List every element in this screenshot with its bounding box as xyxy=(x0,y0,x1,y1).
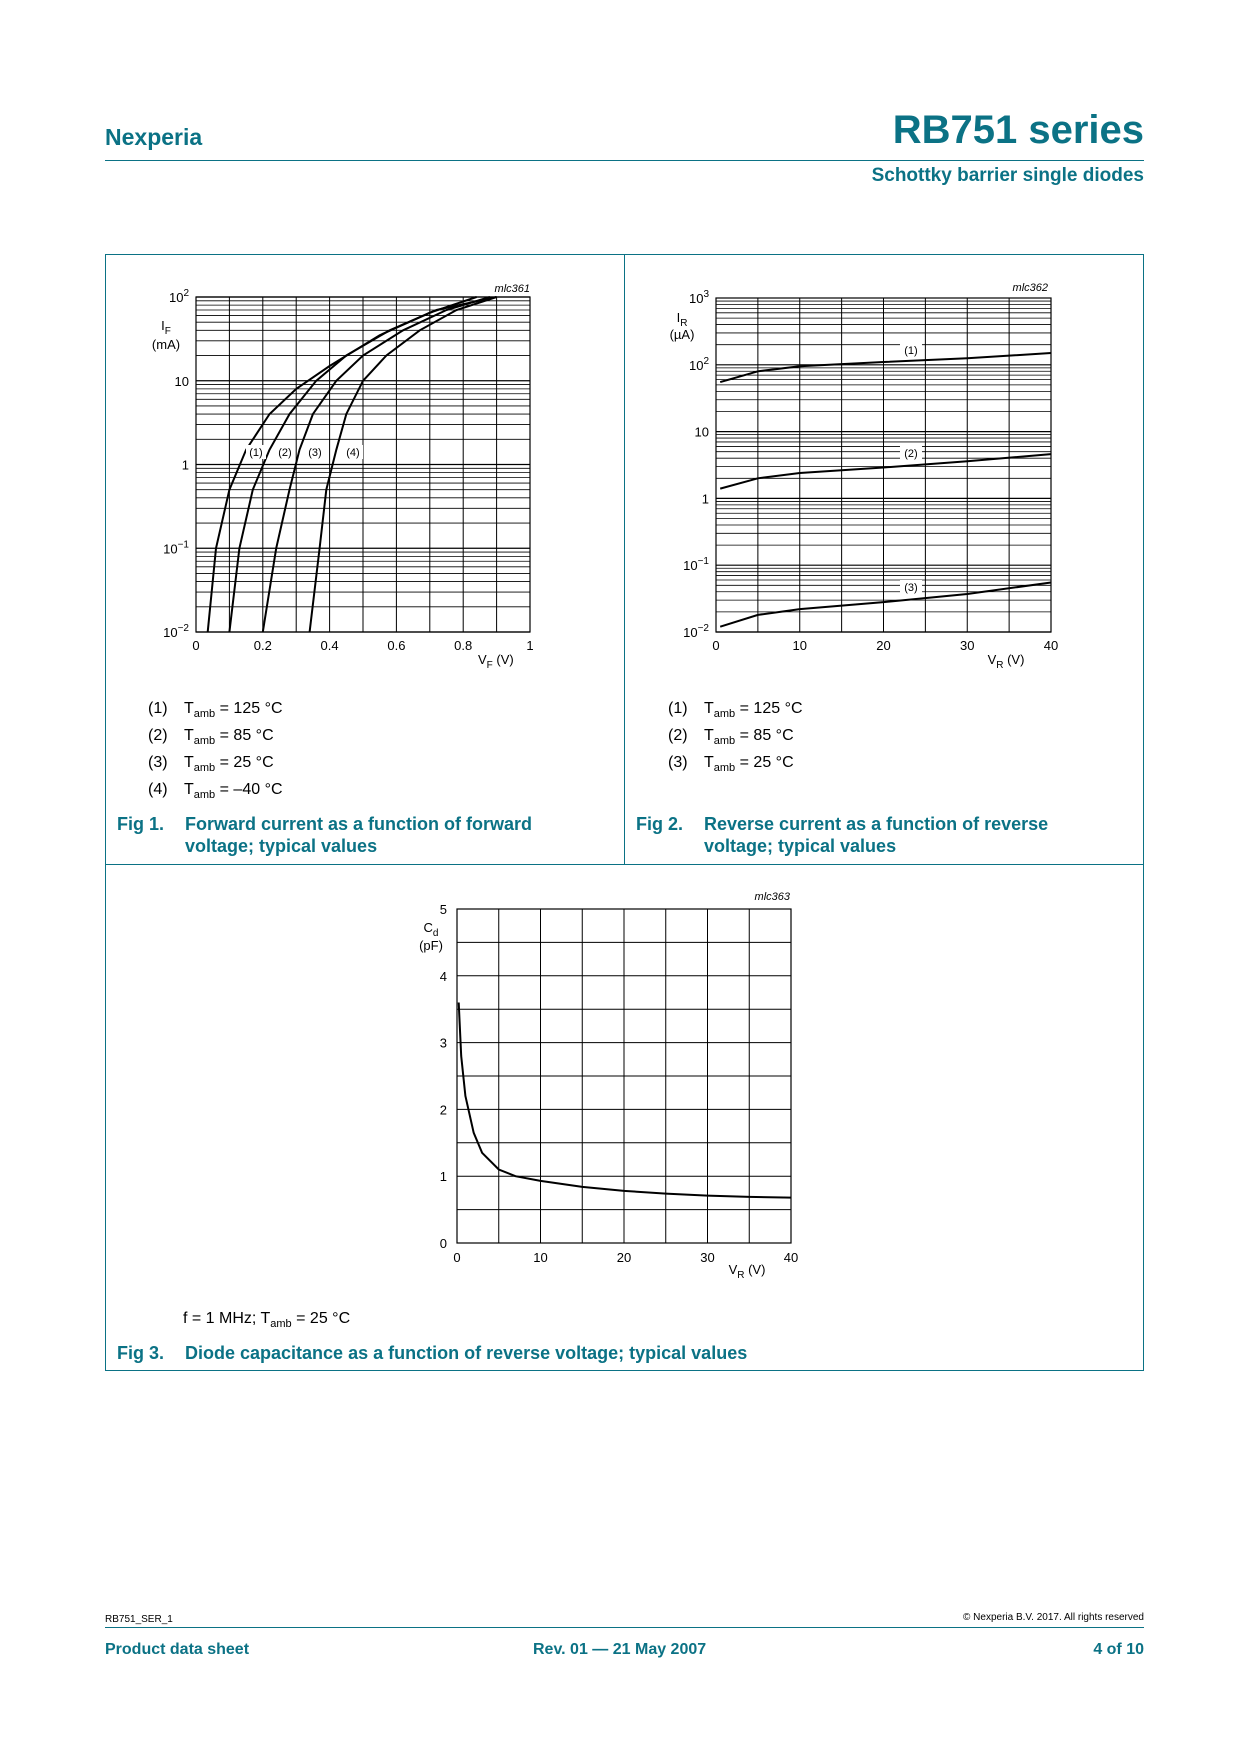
fig2-legend-symbol: T xyxy=(704,754,714,771)
fig3-ylabel: $C_d$ xyxy=(423,920,439,939)
fig2-legend-symbol: T xyxy=(704,700,714,717)
fig2-code: mlc362 xyxy=(1012,282,1048,294)
fig3-ytick-label: 1 xyxy=(439,1169,447,1185)
fig1-xtick-label: 1 xyxy=(526,638,534,653)
fig2-legend-symbol: T xyxy=(704,727,714,744)
fig2-series-label: (2) xyxy=(904,448,918,460)
fig3-xtick-label: 40 xyxy=(783,1250,799,1265)
fig3-note-post: = 25 °C xyxy=(291,1310,351,1327)
fig2-legend-num: (3) xyxy=(668,754,688,771)
fig3-caption xyxy=(117,1342,1117,1366)
fig1-legend-row xyxy=(148,700,283,727)
fig1-legend-sub: amb xyxy=(193,735,216,748)
fig3-caption-label: Fig 3. xyxy=(117,1343,165,1363)
fig2-series-curve xyxy=(720,583,1051,627)
fig3-ylabel-unit: (pF) xyxy=(419,938,443,953)
fig2-ytick-label: $10^3$ xyxy=(688,289,709,306)
fig2-caption-label: Fig 2. xyxy=(636,814,684,834)
fig2-legend xyxy=(668,700,803,781)
fig1-legend xyxy=(148,700,283,808)
fig3-xtick-label: 0 xyxy=(453,1250,461,1265)
fig2-legend-num: (2) xyxy=(668,727,688,744)
fig1-xtick-label: 0.2 xyxy=(253,638,272,653)
footer-page-number: 4 of 10 xyxy=(1093,1641,1144,1658)
fig1-caption-line1: Forward current as a function of forward xyxy=(185,814,533,834)
fig2-legend-row xyxy=(668,727,803,754)
fig1-series-label: (4) xyxy=(346,447,360,459)
document-title: RB751 series xyxy=(892,108,1144,152)
fig3-note-sub: amb xyxy=(270,1318,292,1331)
fig2-legend-row xyxy=(668,700,803,727)
fig2-caption-line1: Reverse current as a function of reverse xyxy=(704,814,1049,834)
fig3-series-curve xyxy=(459,1003,791,1198)
fig3-xtick-label: 10 xyxy=(533,1250,548,1265)
fig1-ytick-label: $10^{-1}$ xyxy=(163,539,189,557)
fig3-xtick-label: 30 xyxy=(700,1250,715,1265)
fig2-ytick-label: $10^{-1}$ xyxy=(683,556,709,574)
fig1-xlabel: $V_F$ (V) xyxy=(478,652,514,671)
fig1-series-label: (2) xyxy=(278,447,292,459)
fig1-legend-num: (1) xyxy=(148,700,168,717)
fig1-code: mlc361 xyxy=(494,283,530,295)
fig2-ylabel: $I_R$ xyxy=(676,310,688,329)
fig2-ytick-label: 10 xyxy=(694,424,709,440)
fig1-ytick-label: $10^2$ xyxy=(168,288,189,305)
fig1-ytick-label: $10^{-2}$ xyxy=(163,623,189,640)
fig1-ytick-label: 10 xyxy=(174,373,189,389)
fig1-xtick-label: 0.4 xyxy=(320,638,339,653)
fig2-ytick-label: 1 xyxy=(701,491,709,507)
fig3-ytick-label: 0 xyxy=(439,1236,447,1251)
fig2-ytick-label: $10^2$ xyxy=(688,355,709,373)
fig1-caption xyxy=(117,813,617,861)
footer-revision: Rev. 01 — 21 May 2007 xyxy=(533,1641,707,1658)
fig1-xtick-label: 0.8 xyxy=(454,638,473,653)
fig1-legend-row xyxy=(148,781,283,808)
fig1-legend-symbol: T xyxy=(184,754,194,771)
fig1-legend-value: = 25 °C xyxy=(215,754,274,771)
fig2-xtick-label: 10 xyxy=(792,638,807,653)
fig1-legend-sub: amb xyxy=(193,708,216,721)
footer-rule xyxy=(105,1627,1144,1628)
fig1-legend-symbol: T xyxy=(184,700,194,717)
fig3-xtick-label: 20 xyxy=(616,1250,632,1265)
fig2-ytick-label: $10^{-2}$ xyxy=(683,623,709,640)
fig1-legend-row xyxy=(148,727,283,754)
fig2-legend-num: (1) xyxy=(668,700,688,717)
fig1-legend-row xyxy=(148,754,283,781)
fig2-xtick-label: 30 xyxy=(960,638,975,653)
brand-name: Nexperia xyxy=(105,124,203,150)
fig1-series-label: (1) xyxy=(249,447,263,459)
fig1-legend-num: (2) xyxy=(148,727,168,744)
fig2-series-label: (1) xyxy=(904,345,918,357)
fig2-caption xyxy=(636,813,1136,861)
fig2-legend-value: = 125 °C xyxy=(735,700,803,717)
fig1-legend-num: (4) xyxy=(148,781,168,798)
fig1-caption-label: Fig 1. xyxy=(117,814,165,834)
fig3-note-pre: f = 1 MHz; T xyxy=(183,1310,271,1327)
fig1-legend-sub: amb xyxy=(193,762,216,775)
fig2-xlabel: $V_R$ (V) xyxy=(987,652,1025,671)
fig2-legend-value: = 25 °C xyxy=(735,754,794,771)
footer-copyright: © Nexperia B.V. 2017. All rights reserved xyxy=(963,1612,1144,1623)
footer-doc-id: RB751_SER_1 xyxy=(105,1614,173,1625)
fig2-xtick-label: 20 xyxy=(876,638,891,653)
fig1-legend-value: = 85 °C xyxy=(215,727,274,744)
fig2-caption-line2: voltage; typical values xyxy=(704,836,897,856)
fig1-ylabel-unit: (mA) xyxy=(151,337,181,352)
fig1-legend-num: (3) xyxy=(148,754,168,771)
fig2-series-label: (3) xyxy=(904,582,918,594)
fig2-legend-sub: amb xyxy=(713,735,736,748)
fig1-xtick-label: 0 xyxy=(192,638,200,653)
fig1-legend-symbol: T xyxy=(184,727,194,744)
fig3-ytick-label: 4 xyxy=(439,968,447,984)
fig1-ylabel: $I_F$ xyxy=(161,318,171,337)
fig1-xtick-label: 0.6 xyxy=(387,638,406,653)
fig3-ytick-label: 5 xyxy=(439,902,447,917)
fig1-ytick-label: 1 xyxy=(181,457,189,473)
fig3-caption-text: Diode capacitance as a function of reverse voltage; typical values xyxy=(185,1343,748,1363)
fig2-legend-row xyxy=(668,754,803,781)
fig2-xtick-label: 0 xyxy=(712,638,720,653)
fig2-legend-sub: amb xyxy=(713,762,736,775)
fig1-legend-symbol: T xyxy=(184,781,194,798)
fig2-ylabel-unit: (µA) xyxy=(669,327,695,342)
fig2-legend-value: = 85 °C xyxy=(735,727,794,744)
fig3-ytick-label: 3 xyxy=(439,1035,447,1051)
fig2-series-curve xyxy=(720,454,1051,489)
fig3-code: mlc363 xyxy=(754,891,790,903)
fig1-legend-value: = 125 °C xyxy=(215,700,283,717)
fig1-legend-sub: amb xyxy=(193,789,216,802)
fig2-legend-sub: amb xyxy=(713,708,736,721)
fig1-legend-value: = –40 °C xyxy=(215,781,283,798)
document-subtitle: Schottky barrier single diodes xyxy=(871,165,1144,186)
fig1-series-label: (3) xyxy=(308,447,322,459)
fig3-xlabel: $V_R$ (V) xyxy=(728,1262,766,1281)
fig3-ytick-label: 2 xyxy=(439,1102,447,1118)
footer-doc-type: Product data sheet xyxy=(105,1641,250,1658)
fig2-xtick-label: 40 xyxy=(1043,638,1059,653)
fig1-caption-line2: voltage; typical values xyxy=(185,836,378,856)
fig3-conditions xyxy=(183,1310,350,1330)
